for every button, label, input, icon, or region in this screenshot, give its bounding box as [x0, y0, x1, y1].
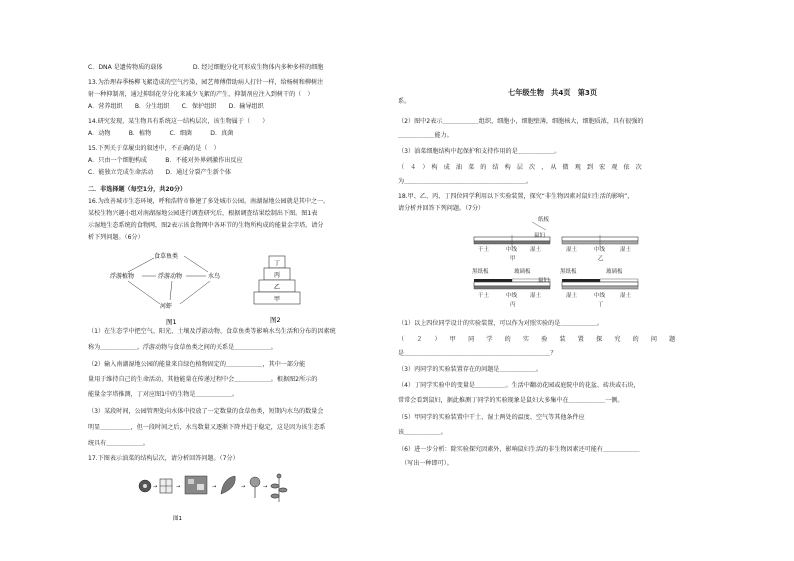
left-text-line: 射一种抑制剂，通过抑制花芽分化来减少飞絮的产生，抑制剂应注入到树干的（ ） — [88, 91, 314, 98]
right-text-line: 常常会看到鼠妇，据此推测丁同学的实验现象是鼠妇大多集中在＿＿＿＿＿＿一侧。 — [398, 397, 624, 404]
left-text-line: （2）输入南湖湿地公园的能量来自绿色植物固定的＿＿＿＿＿＿，其中一部分能 — [88, 361, 306, 368]
svg-text:湿土: 湿土 — [530, 293, 542, 299]
right-text-line: 该＿＿＿＿＿＿。 — [398, 429, 447, 436]
caption-jia: 甲 — [510, 256, 516, 262]
svg-text:湿土: 湿土 — [566, 293, 578, 299]
level-jia: 甲 — [274, 296, 281, 303]
right-text-line: （5）甲同学的实验装置中干土、湿土两处的温度、空气等其他条件应 — [398, 414, 585, 421]
left-text-line: 17.下图表示油菜的结构层次，请分析回答问题。（7分） — [88, 455, 239, 462]
left-text-line: A．营养组织 B．分生组织 C．保护组织 D．输导组织 — [88, 103, 264, 110]
node-plant: 浮游植物 — [110, 273, 135, 280]
fig1-caption: 图1 — [166, 318, 177, 326]
svg-text:玻璃板: 玻璃板 — [606, 269, 623, 275]
level-yi: 乙 — [274, 284, 281, 291]
svg-text:湿土: 湿土 — [620, 247, 632, 253]
svg-text:湿土: 湿土 — [566, 247, 578, 253]
svg-text:鼠妇: 鼠妇 — [538, 278, 550, 284]
rapeseed-structure-figure — [135, 472, 295, 522]
right-text-line: 为＿＿＿＿＿＿＿＿＿＿＿＿＿＿＿＿＿＿＿＿。 — [398, 178, 533, 185]
node-zoo: 浮游动物 — [158, 273, 183, 280]
right-text-line: （写出一种即可）。 — [398, 460, 453, 467]
node-bird: 水鸟 — [208, 273, 221, 280]
left-text-line: （3）某段时间，公园管理处向水体中投放了一定数量的食草鱼类，短期内水鸟的数量会 — [88, 408, 324, 415]
left-text-line: A．动物 B．植物 C．细菌 D．真菌 — [88, 130, 234, 137]
svg-text:干土: 干土 — [478, 293, 490, 299]
node-fish: 食草鱼类 — [154, 253, 179, 260]
svg-text:中线: 中线 — [506, 293, 518, 299]
right-text-line: （ ４ ） 构 成 油 菜 的 结 构 层 次 ， 从 微 观 到 宏 观 依 次 — [398, 164, 642, 171]
svg-text:玻璃板: 玻璃板 — [514, 269, 531, 275]
fig2-caption: 图2 — [270, 316, 281, 324]
svg-text:→: → — [263, 484, 268, 490]
right-text-line: 是＿＿＿＿＿＿＿＿＿＿＿＿＿＿＿＿＿＿＿＿＿＿＿＿？ — [398, 350, 557, 357]
svg-text:湿土: 湿土 — [620, 293, 632, 299]
right-text-line: 18.甲、乙、丙、丁四位同学利用以下实验装置，探究“非生物因素对鼠妇生活的影响”， — [398, 193, 634, 200]
left-text-line: 明显＿＿＿＿＿，但一段时间之后，水鸟数量又逐渐下降并趋于稳定，这是因为该生态系 — [88, 424, 326, 431]
svg-text:纸板: 纸板 — [538, 217, 550, 223]
caption-bing: 丙 — [510, 302, 516, 308]
food-web-figure — [108, 248, 238, 328]
section-title: 二．非选择题（每空1分，共20分） — [88, 186, 187, 193]
left-text-line: 示湿地生态系统的食物网，图2表示该食物网中各环节的生物所构成的能量金字塔。请分 — [88, 222, 324, 229]
left-text-line: 某校生物兴趣小组对南湖湿地公园进行调查研究后，根据调查结果绘制出下图。图1表 — [88, 210, 318, 217]
leaf-icon — [221, 476, 235, 494]
svg-text:中线: 中线 — [506, 247, 518, 253]
node-shrimp: 河虾 — [160, 303, 173, 310]
left-text-line: 13.为治理春季杨柳飞絮造成的空气污染，园艺师傅借助病人打针一样，给杨树和柳树注 — [88, 79, 324, 86]
energy-pyramid-figure — [248, 250, 308, 328]
svg-text:湿土: 湿土 — [530, 247, 542, 253]
level-ding: 丁 — [274, 260, 281, 267]
left-text-line: （1）在生态学中把空气、阳光、土壤及浮游动物、食草鱼类等影响水鸟生活和分布的因素统 — [88, 328, 336, 335]
svg-text:黑纸板: 黑纸板 — [560, 269, 577, 275]
right-text-line: （ ２ ） 甲 同 学 的 实 验 装 置 探 究 的 问 题 — [398, 336, 676, 343]
left-text-line: 16.为改善城市生态环境，呼和浩特市修建了多处城市公园。南湖湿地公园就是其中之一。 — [88, 198, 330, 205]
plant-icon — [271, 474, 287, 502]
left-text-line: 15.下列关于草履虫的叙述中，不正确的是（ ） — [88, 145, 220, 152]
right-text-line: （3）油菜细胞结构中起保护和支持作用的是＿＿＿＿＿＿。 — [398, 148, 561, 155]
left-text-line: 量用于维持自己的生命活动，其他能量在传递过程中会＿＿＿＿＿＿。根据图2所示的 — [88, 376, 318, 383]
level-bing: 丙 — [274, 272, 281, 279]
svg-text:→: → — [241, 484, 246, 490]
left-text-line: 统具有＿＿＿＿＿＿。 — [88, 440, 149, 447]
left-text-line: 能量金字塔推测，丁对应图1中的生物是＿＿＿＿＿＿。 — [88, 391, 239, 398]
svg-text:干土: 干土 — [478, 247, 490, 253]
left-text-line: C．能独立完成生命活动 D．通过分裂产生新个体 — [88, 169, 232, 176]
svg-text:中线: 中线 — [594, 293, 606, 299]
left-text-line: 析下列问题。（6分） — [88, 234, 144, 241]
left-text-line: 称为＿＿＿＿＿＿。浮游动物与食草鱼类之间的关系是＿＿＿＿＿＿。 — [88, 344, 277, 351]
flower-icon — [250, 477, 260, 498]
caption-ding: 丁 — [598, 302, 604, 308]
svg-text:中线: 中线 — [594, 247, 606, 253]
right-text-line: （3）丙同学的实验装置存在的问题是＿＿＿＿＿＿。 — [398, 366, 543, 373]
right-text-line: 系。 — [398, 98, 411, 105]
left-text-line: 14.研究发现，某生物具有系统这一结构层次，该生物属于（ ） — [88, 118, 269, 125]
right-text-line: （6）进一步分析：除实验探究因素外，影响鼠妇生活的非生物因素还可能有＿＿＿＿＿＿ — [398, 446, 640, 453]
right-text-line: ＿＿＿＿＿＿能力。 — [398, 132, 453, 139]
svg-text:黑纸板: 黑纸板 — [472, 269, 489, 275]
right-text-line: （2）图中2表示＿＿＿＿＿＿组织，细胞小，细胞壁薄，细胞核大，细胞质浓，具有很强的 — [398, 118, 644, 125]
left-text-line: A．只由一个细胞构成 B．不能对外界刺激作出反应 — [88, 157, 243, 164]
apparatus-figure — [470, 213, 645, 321]
right-text-line: （4）丁同学实验中的变量是＿＿＿＿＿。生活中翻动花园或庭院中的花盆、砖块或石块， — [398, 382, 640, 389]
right-text-line: （1）以上四位同学设计的实验装置，可以作为对照实验的是＿＿＿＿＿＿。 — [398, 320, 603, 327]
page-title: 七年级生物 共4页 第3页 — [508, 88, 598, 97]
svg-text:→: → — [153, 484, 158, 490]
svg-text:→: → — [212, 484, 217, 490]
caption-yi: 乙 — [598, 256, 604, 262]
fig3-caption: 图1 — [173, 516, 182, 522]
svg-text:鼠妇: 鼠妇 — [534, 233, 546, 239]
left-text-line: C．DNA 是遗传物质的载体 D. 经过细胞分化可形成生物体内多种多样的细胞 — [88, 64, 324, 71]
svg-text:→: → — [176, 484, 181, 490]
right-text-line: 请分析并回答下列问题。（7分） — [398, 205, 485, 212]
